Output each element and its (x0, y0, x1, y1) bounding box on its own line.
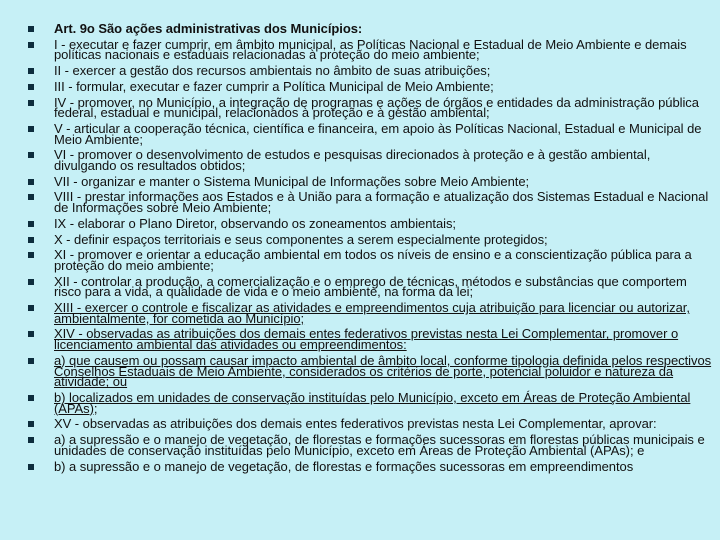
item-text: III - formular, executar e fazer cumprir a Política Municipal de Meio Ambiente; (54, 78, 494, 94)
bullet-icon (28, 179, 34, 185)
list-item (28, 173, 712, 189)
bullet-icon (28, 237, 34, 243)
bullet-icon (28, 305, 34, 311)
list-item (28, 189, 712, 216)
bullet-icon (28, 26, 34, 32)
item-text: I - executar e fazer cumprir, em âmbito municipal, as Políticas Nacional e Estadual de Meio Ambiente e demais políticas nacionais e estaduais relacionadas à proteção do meio ambiente; (54, 36, 687, 63)
item-text: VIII - prestar informações aos Estados e à União para a formação e atualização dos Sistemas Estadual e Nacional de Informações sobre Meio Ambiente; (54, 189, 709, 216)
article-list (28, 21, 712, 477)
item-text: IX - elaborar o Plano Diretor, observando os zoneamentos ambientais; (54, 215, 456, 231)
list-item (28, 273, 712, 300)
article-heading (28, 21, 712, 36)
list-item (28, 63, 712, 79)
item-text: XV - observadas as atribuições dos demais entes federativos previstas nesta Lei Complementar, aprovar: (54, 416, 657, 432)
list-item (28, 78, 712, 94)
item-text: V - articular a cooperação técnica, científica e financeira, em apoio às Políticas Nacional, Estadual e Municipal de Meio Ambiente; (54, 120, 702, 147)
list-item (28, 326, 712, 353)
item-text: b) localizados em unidades de conservação instituídas pelo Município, exceto em Áreas de Proteção Ambiental (APAs); (54, 389, 691, 416)
list-item (28, 147, 712, 174)
list-item (28, 36, 712, 63)
list-item (28, 389, 712, 416)
bullet-icon (28, 464, 34, 470)
list-item (28, 352, 712, 390)
list-item (28, 300, 712, 326)
bullet-icon (28, 100, 34, 106)
bullet-icon (28, 42, 34, 48)
bullet-icon (28, 421, 34, 427)
item-text: a) a supressão e o manejo de vegetação, de florestas e formações sucessoras em florestas públicas municipais e unidades de conservação instituídas pelo Município, exceto em Áreas de Proteção Ambiental (APAs); e (54, 432, 705, 458)
bullet-icon (28, 126, 34, 132)
list-item (28, 416, 712, 432)
bullet-icon (28, 358, 34, 364)
item-text: XI - promover e orientar a educação ambiental em todos os níveis de ensino e a conscientização pública para a proteção do meio ambiente; (54, 247, 692, 273)
bullet-icon (28, 252, 34, 258)
list-item (28, 432, 712, 458)
item-text: II - exercer a gestão dos recursos ambientais no âmbito de suas atribuições; (54, 63, 491, 79)
bullet-icon (28, 279, 34, 285)
list-item (28, 458, 712, 474)
item-text: X - definir espaços territoriais e seus componentes a serem especialmente protegidos; (54, 231, 548, 247)
bullet-icon (28, 437, 34, 443)
item-text: XIII - exercer o controle e fiscalizar as atividades e empreendimentos cuja atribuição para licenciar ou autorizar, ambientalmente, for cometida ao Município; (54, 300, 690, 326)
bullet-icon (28, 221, 34, 227)
bullet-icon (28, 84, 34, 90)
list-item (28, 120, 712, 147)
item-text: a) que causem ou possam causar impacto ambiental de âmbito local, conforme tipologia definida pelos respectivos Conselhos Estaduais de Meio Ambiente, considerados os critérios de porte, potencial poluidor e natureza da atividade; ou (54, 352, 712, 390)
list-item (28, 231, 712, 247)
bullet-icon (28, 395, 34, 401)
item-text: VII - organizar e manter o Sistema Municipal de Informações sobre Meio Ambiente; (54, 173, 530, 189)
bullet-icon (28, 68, 34, 74)
item-text: XII - controlar a produção, a comercialização e o emprego de técnicas, métodos e substâncias que comportem risco para a vida, a qualidade de vida e o meio ambiente, na forma da lei; (54, 273, 687, 300)
list-item (28, 215, 712, 231)
item-text: IV - promover, no Município, a integração de programas e ações de órgãos e entidades da administração pública federal, estadual e municipal, relacionados à proteção e à gestão ambiental; (54, 94, 699, 121)
item-text: b) a supressão e o manejo de vegetação, de florestas e formações sucessoras em empreendimentos (54, 458, 634, 474)
bullet-icon (28, 194, 34, 200)
item-text: VI - promover o desenvolvimento de estudos e pesquisas direcionados à proteção e à gestão ambiental, divulgando os resultados obtidos; (54, 147, 651, 174)
item-text: XIV - observadas as atribuições dos demais entes federativos previstas nesta Lei Complementar, promover o licenciamento ambiental das atividades ou empreendimentos: (54, 326, 679, 353)
list-item (28, 247, 712, 273)
list-item (28, 94, 712, 121)
bullet-icon (28, 152, 34, 158)
article-heading-text: Art. 9o São ações administrativas dos Municípios: (54, 21, 363, 36)
bullet-icon (28, 331, 34, 337)
